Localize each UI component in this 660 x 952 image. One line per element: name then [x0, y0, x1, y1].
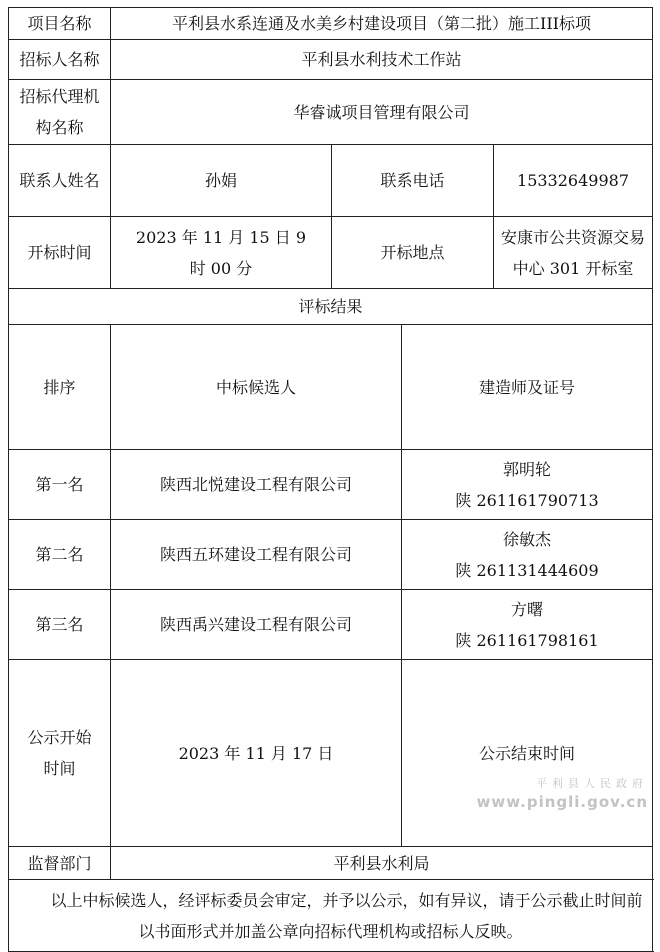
rank-cell: 第二名 [9, 520, 111, 590]
tenderer-label: 招标人名称 [9, 40, 111, 80]
builder-cert: 陕 261161798161 [455, 630, 599, 650]
opening-place-label: 开标地点 [332, 217, 494, 289]
result-row-1 [9, 450, 653, 520]
builder-cert: 陕 261131444609 [455, 560, 599, 580]
builder-cell [402, 450, 653, 520]
header-rank: 排序 [9, 325, 111, 450]
opening-time-label: 开标时间 [9, 217, 111, 289]
project-name-value: 平利县水系连通及水美乡村建设项目（第二批）施工III标项 [111, 8, 653, 40]
opening-place-value: 安康市公共资源交易中心 301 开标室 [494, 217, 653, 289]
rank-cell: 第三名 [9, 590, 111, 660]
results-title: 评标结果 [9, 289, 653, 325]
builder-cell [402, 520, 653, 590]
rank-cell: 第一名 [9, 450, 111, 520]
contact-name-value: 孙娟 [111, 145, 332, 217]
result-row-2 [9, 520, 653, 590]
publicity-start-value: 2023 年 11 月 17 日 [111, 660, 402, 847]
supervisor-value: 平利县水利局 [111, 847, 653, 880]
header-builder: 建造师及证号 [402, 325, 653, 450]
contact-phone-value: 15332649987 [494, 145, 653, 217]
builder-name: 方曙 [511, 599, 544, 619]
publicity-start-label: 公示开始时间 [9, 660, 111, 847]
builder-name: 郭明轮 [503, 459, 552, 479]
project-name-label: 项目名称 [9, 8, 111, 40]
company-cell: 陕西五环建设工程有限公司 [111, 520, 402, 590]
watermark-name: 平利县人民政府 [536, 777, 648, 790]
supervisor-label: 监督部门 [9, 847, 111, 880]
builder-cell [402, 590, 653, 660]
company-cell: 陕西禹兴建设工程有限公司 [111, 590, 402, 660]
company-cell: 陕西北悦建设工程有限公司 [111, 450, 402, 520]
contact-name-label: 联系人姓名 [9, 145, 111, 217]
agency-label: 招标代理机构名称 [9, 80, 111, 145]
notice-text: 以上中标候选人，经评标委员会审定，并予以公示，如有异议，请于公示截止时间前以书面形式并加盖公章向招标代理机构或招标人反映。 [9, 880, 653, 952]
watermark-url: www.pingli.gov.cn [476, 793, 648, 811]
site-watermark [477, 775, 648, 811]
publicity-end-label: 公示结束时间 [402, 660, 653, 847]
header-candidate: 中标候选人 [111, 325, 402, 450]
builder-cert: 陕 261161790713 [455, 490, 599, 510]
contact-phone-label: 联系电话 [332, 145, 494, 217]
tenderer-value: 平利县水利技术工作站 [111, 40, 653, 80]
opening-time-value: 2023 年 11 月 15 日 9 时 00 分 [111, 217, 332, 289]
result-row-3 [9, 590, 653, 660]
builder-name: 徐敏杰 [503, 529, 552, 549]
agency-value: 华睿诚项目管理有限公司 [111, 80, 653, 145]
